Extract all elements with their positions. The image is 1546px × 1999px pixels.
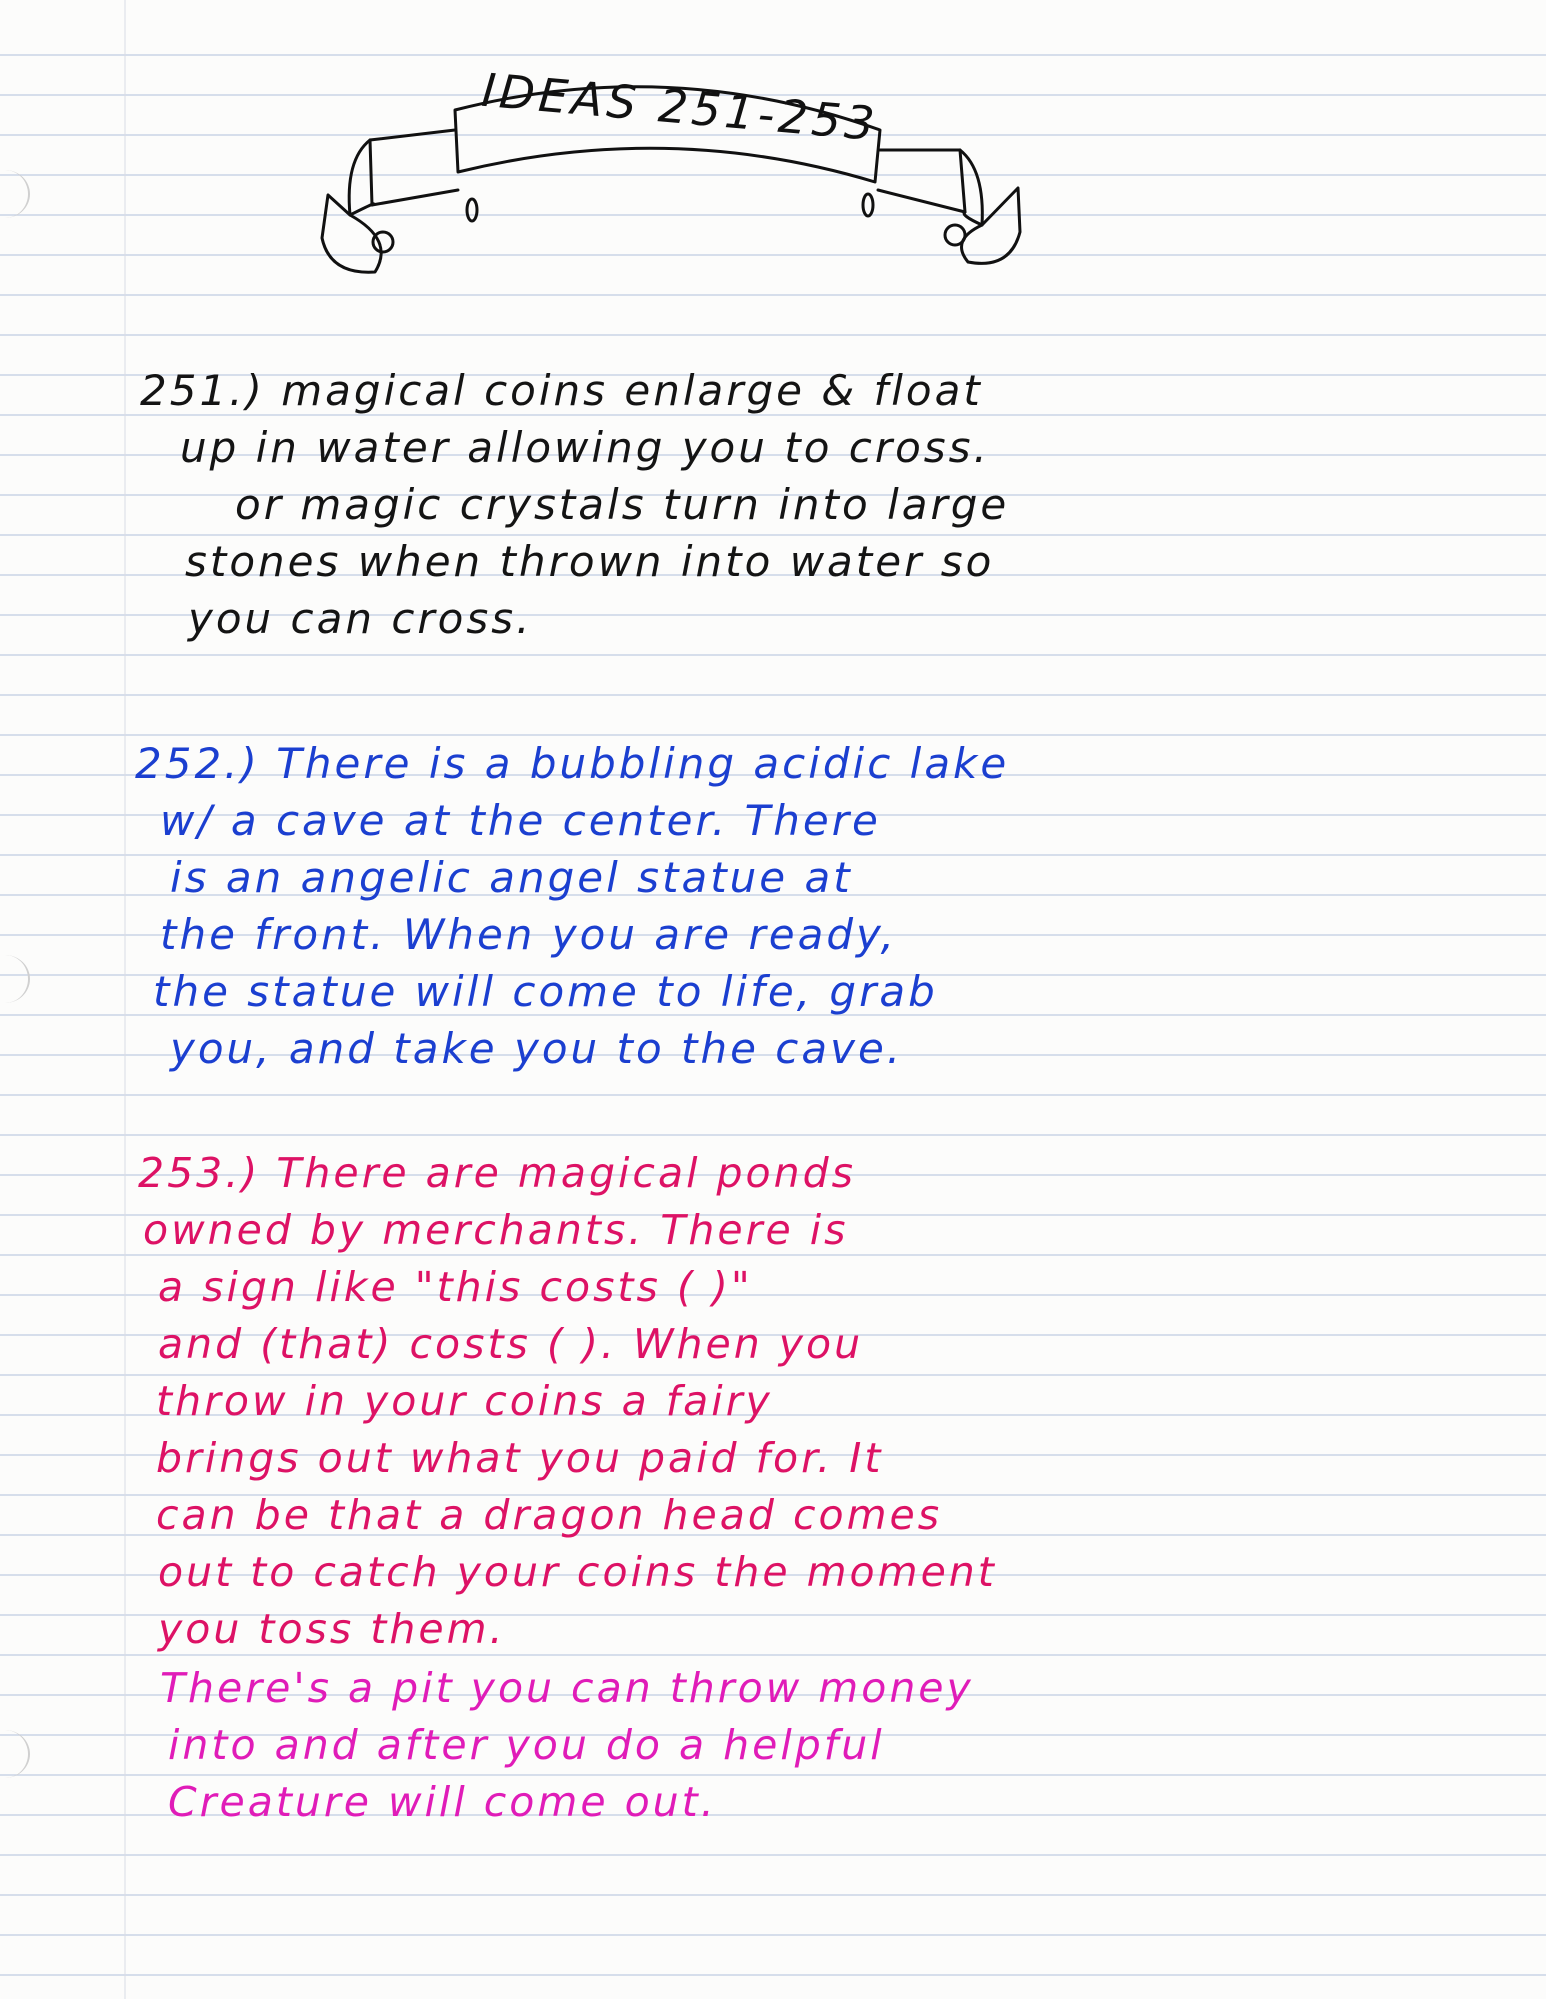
idea-251-line-2: up in water allowing you to cross. [180,423,990,472]
idea-253-line-8: out to catch your coins the moment [158,1548,997,1596]
idea-253-line-5: throw in your coins a fairy [156,1377,773,1425]
idea-252-line-2: w/ a cave at the center. There [160,796,881,845]
idea-251-line-5: you can cross. [188,594,533,643]
idea-253-line-6: brings out what you paid for. It [156,1434,884,1482]
idea-251 [140,362,1009,647]
idea-note-line-2: into and after you do a helpful [168,1721,885,1769]
idea-252-line-4: the front. When you are ready, [160,910,897,959]
idea-253-line-2: owned by merchants. There is [143,1206,849,1254]
idea-251-line-1: 251.) magical coins enlarge & float [140,366,983,415]
idea-253-line-7: can be that a dragon head comes [156,1491,943,1539]
idea-253-line-1: 253.) There are magical ponds [138,1149,856,1197]
idea-252-line-1: 252.) There is a bubbling acidic lake [135,739,1010,788]
idea-253-line-3: a sign like "this costs ( )" [158,1263,753,1311]
idea-252-line-3: is an angelic angel statue at [170,853,853,902]
idea-253 [138,1145,997,1658]
page-title: IDEAS 251-253 [479,62,881,152]
idea-note-line-3: Creature will come out. [168,1778,717,1826]
idea-252-line-5: the statue will come to life, grab [153,967,938,1016]
idea-note [160,1660,974,1831]
idea-253-line-9: you toss them. [158,1605,506,1653]
idea-251-line-3: or magic crystals turn into large [235,480,1010,529]
idea-252-line-6: you, and take you to the cave. [170,1024,904,1073]
idea-note-line-1: There's a pit you can throw money [160,1664,974,1712]
idea-251-line-4: stones when thrown into water so [185,537,995,586]
idea-252 [135,735,1009,1077]
idea-253-line-4: and (that) costs ( ). When you [158,1320,864,1368]
